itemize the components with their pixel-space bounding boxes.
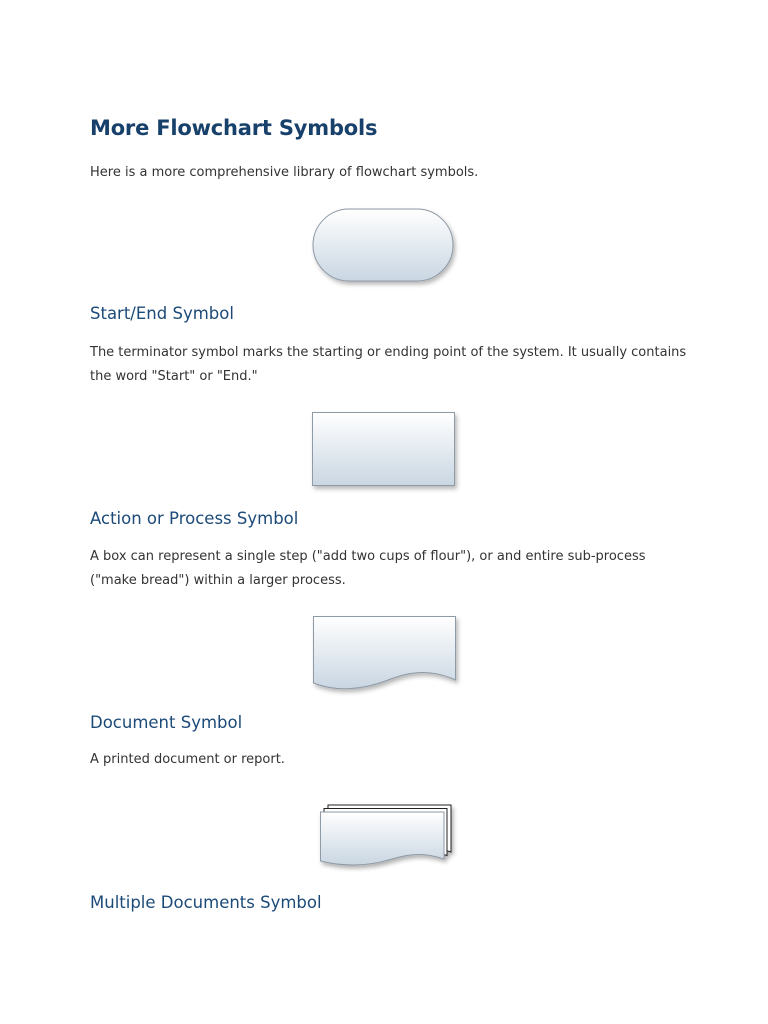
document-shape-icon [308, 612, 464, 698]
terminator-shape-icon [308, 204, 460, 288]
section-heading-document: Document Symbol [90, 713, 243, 732]
multiple-documents-shape-icon [316, 802, 462, 876]
section-heading-multiple-documents: Multiple Documents Symbol [90, 893, 322, 912]
section-text-document: A printed document or report. [90, 752, 285, 767]
process-shape-icon [308, 408, 462, 494]
section-heading-process: Action or Process Symbol [90, 509, 299, 528]
intro-text: Here is a more comprehensive library of flowchart symbols. [90, 165, 479, 180]
section-text-start-end: The terminator symbol marks the starting or ending point of the system. It usually contains the word "Start" or "End." [90, 345, 687, 384]
page-title: More Flowchart Symbols [90, 116, 378, 140]
section-text-process: A box can represent a single step ("add two cups of flour"), or and entire sub-process ("make bread") within a larger process. [90, 549, 646, 588]
section-heading-start-end: Start/End Symbol [90, 304, 234, 323]
